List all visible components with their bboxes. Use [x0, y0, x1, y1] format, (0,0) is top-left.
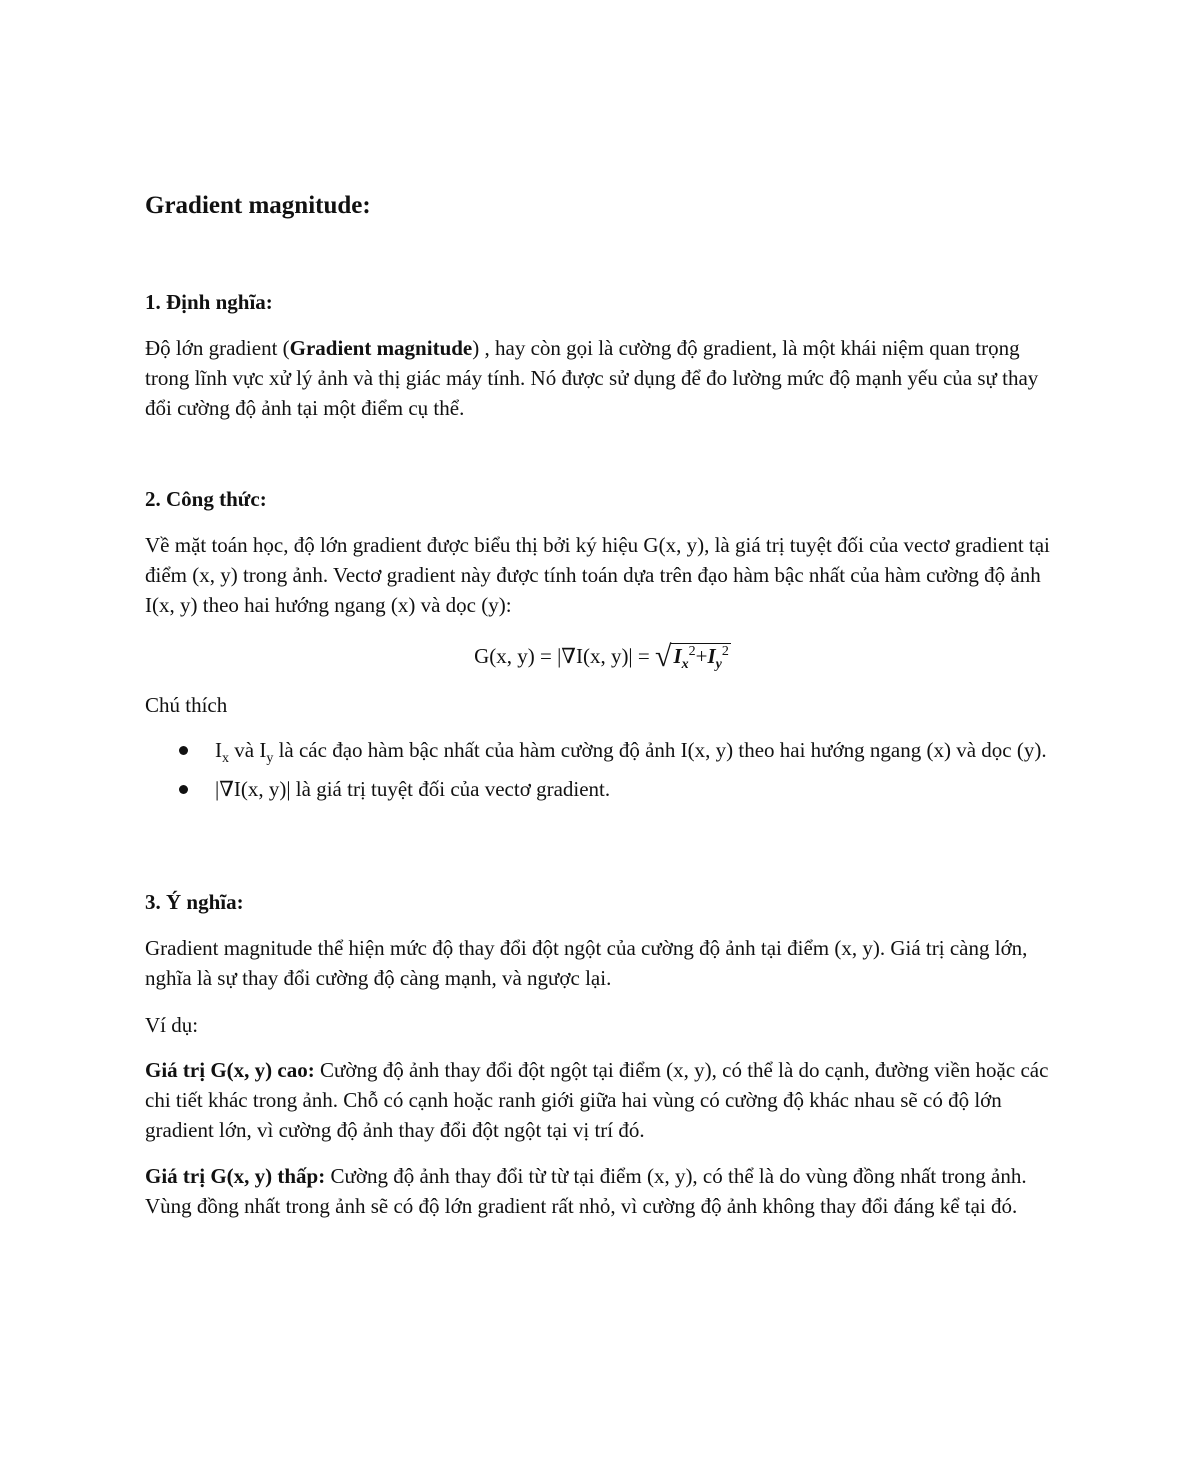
- formula-radicand: [671, 643, 730, 673]
- example-label: Ví dụ:: [145, 1013, 199, 1037]
- formula-plus: +: [695, 644, 708, 668]
- formula-lhs: G(x, y) = |∇I(x, y)| =: [474, 644, 655, 668]
- definition-text-end: ) , hay còn gọi là cường độ gradient, là một khái niệm quan trọng trong lĩnh vực xử lý ảnh và thị giác máy tính. Nó được sử dụng để đo lường mức độ mạnh yếu của sự thay đổi cường độ ảnh tại một điểm cụ thể.: [145, 336, 1039, 420]
- term-iy: I: [707, 644, 716, 668]
- bullet-text: |∇I(x, y)| là giá trị tuyệt đối của vectơ gradient.: [215, 777, 611, 802]
- example-high-label: Giá trị G(x, y) cao:: [145, 1058, 315, 1082]
- bullet-text: I: [215, 738, 222, 762]
- term-iy-sup: 2: [721, 644, 729, 659]
- note-list: [145, 735, 1060, 804]
- example-low-text: Cường độ ảnh thay đổi từ từ tại điểm (x, y), có thể là do vùng đồng nhất trong ảnh. Vùng đồng nhất trong ảnh sẽ có độ lớn gradient rất nhỏ, vì cường độ ảnh không thay đổi đáng kể tại đó.: [145, 1164, 1027, 1218]
- bullet-icon: [179, 785, 188, 794]
- bullet-sub: y: [266, 751, 274, 767]
- bullet-text: và I: [229, 738, 267, 762]
- list-item: [145, 774, 1060, 804]
- term-ix-sub: x: [681, 657, 689, 673]
- bullet-icon: [179, 746, 188, 755]
- bullet-text: là các đạo hàm bậc nhất của hàm cường độ ảnh I(x, y) theo hai hướng ngang (x) và dọc (y).: [273, 738, 1047, 762]
- bullet-sub: x: [222, 751, 229, 767]
- definition-paragraph: [145, 333, 1060, 423]
- example-high-text: Cường độ ảnh thay đổi đột ngột tại điểm (x, y), có thể là do cạnh, đường viền hoặc các chi tiết khác trong ảnh. Chỗ có cạnh hoặc ranh giới giữa hai vùng có cường độ khác nhau sẽ có độ lớn gradient lớn, vì cường độ ảnh thay đổi đột ngột tại vị trí đó.: [145, 1058, 1049, 1142]
- definition-bold-term: Gradient magnitude: [289, 336, 473, 360]
- section-heading-definition: 1. Định nghĩa:: [145, 290, 273, 314]
- formula-paragraph: Về mặt toán học, độ lớn gradient được biểu thị bởi ký hiệu G(x, y), là giá trị tuyệt đối của vectơ gradient tại điểm (x, y) trong ảnh. Vectơ gradient này được tính toán dựa trên đạo hàm bậc nhất của hàm cường độ ảnh I(x, y) theo hai hướng ngang (x) và dọc (y):: [145, 533, 1050, 617]
- section-heading-formula: 2. Công thức:: [145, 487, 267, 511]
- list-item: [145, 735, 1060, 774]
- term-ix: I: [673, 644, 682, 668]
- gradient-formula: [145, 632, 1060, 685]
- example-low: [145, 1161, 1060, 1221]
- term-iy-sub: y: [715, 657, 722, 673]
- definition-text-start: Độ lớn gradient (: [145, 336, 290, 360]
- page-title: Gradient magnitude:: [145, 192, 371, 219]
- section-heading-meaning: 3. Ý nghĩa:: [145, 890, 244, 914]
- sqrt-symbol: √: [654, 640, 672, 673]
- note-label: Chú thích: [145, 693, 228, 717]
- example-high: [145, 1055, 1060, 1145]
- meaning-paragraph: Gradient magnitude thể hiện mức độ thay đổi đột ngột của cường độ ảnh tại điểm (x, y). Giá trị càng lớn, nghĩa là sự thay đổi cường độ càng mạnh, và ngược lại.: [145, 936, 1028, 990]
- example-low-label: Giá trị G(x, y) thấp:: [145, 1164, 326, 1188]
- formula-radical: [655, 632, 731, 685]
- term-ix-sup: 2: [688, 644, 696, 659]
